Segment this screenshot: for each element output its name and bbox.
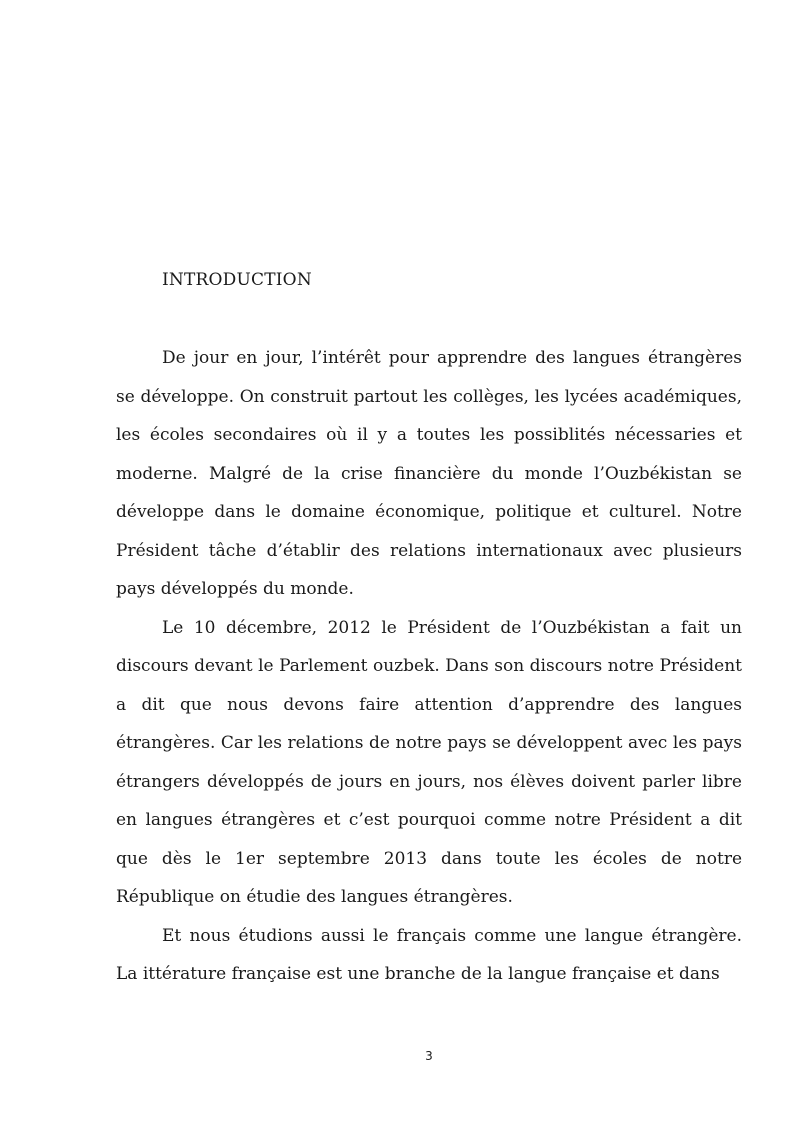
body-text — [116, 339, 742, 994]
paragraph-3: Et nous étudions aussi le français comme une langue étrangère. La ittérature française est une branche de la langue française et dans — [116, 925, 742, 984]
page-number: 3 — [425, 1049, 433, 1063]
section-heading: INTRODUCTION — [162, 270, 312, 290]
paragraph-1: De jour en jour, l’intérêt pour apprendre des langues étrangères se développe. On construit partout les collèges, les lycées académiques, les écoles secondaires où il y a toutes les possiblités nécessaries et moderne. Malgré de la crise financière du monde l’Ouzbékistan se développe dans le domaine économique, politique et culturel. Notre Président tâche d’établir des relations internationaux avec plusieurs pays développés du monde. — [116, 348, 742, 599]
paragraph-2: Le 10 décembre, 2012 le Président de l’Ouzbékistan a fait un discours devant le Parlement ouzbek. Dans son discours notre Président a dit que nous devons faire attention d’apprendre des langues étrangères. Car les relations de notre pays se développent avec les pays étrangers développés de jours en jours, nos élèves doivent parler libre en langues étrangères et c’est pourquoi comme notre Président a dit que dès le 1er septembre 2013 dans toute les écoles de notre République on étudie des langues étrangères. — [116, 617, 742, 907]
